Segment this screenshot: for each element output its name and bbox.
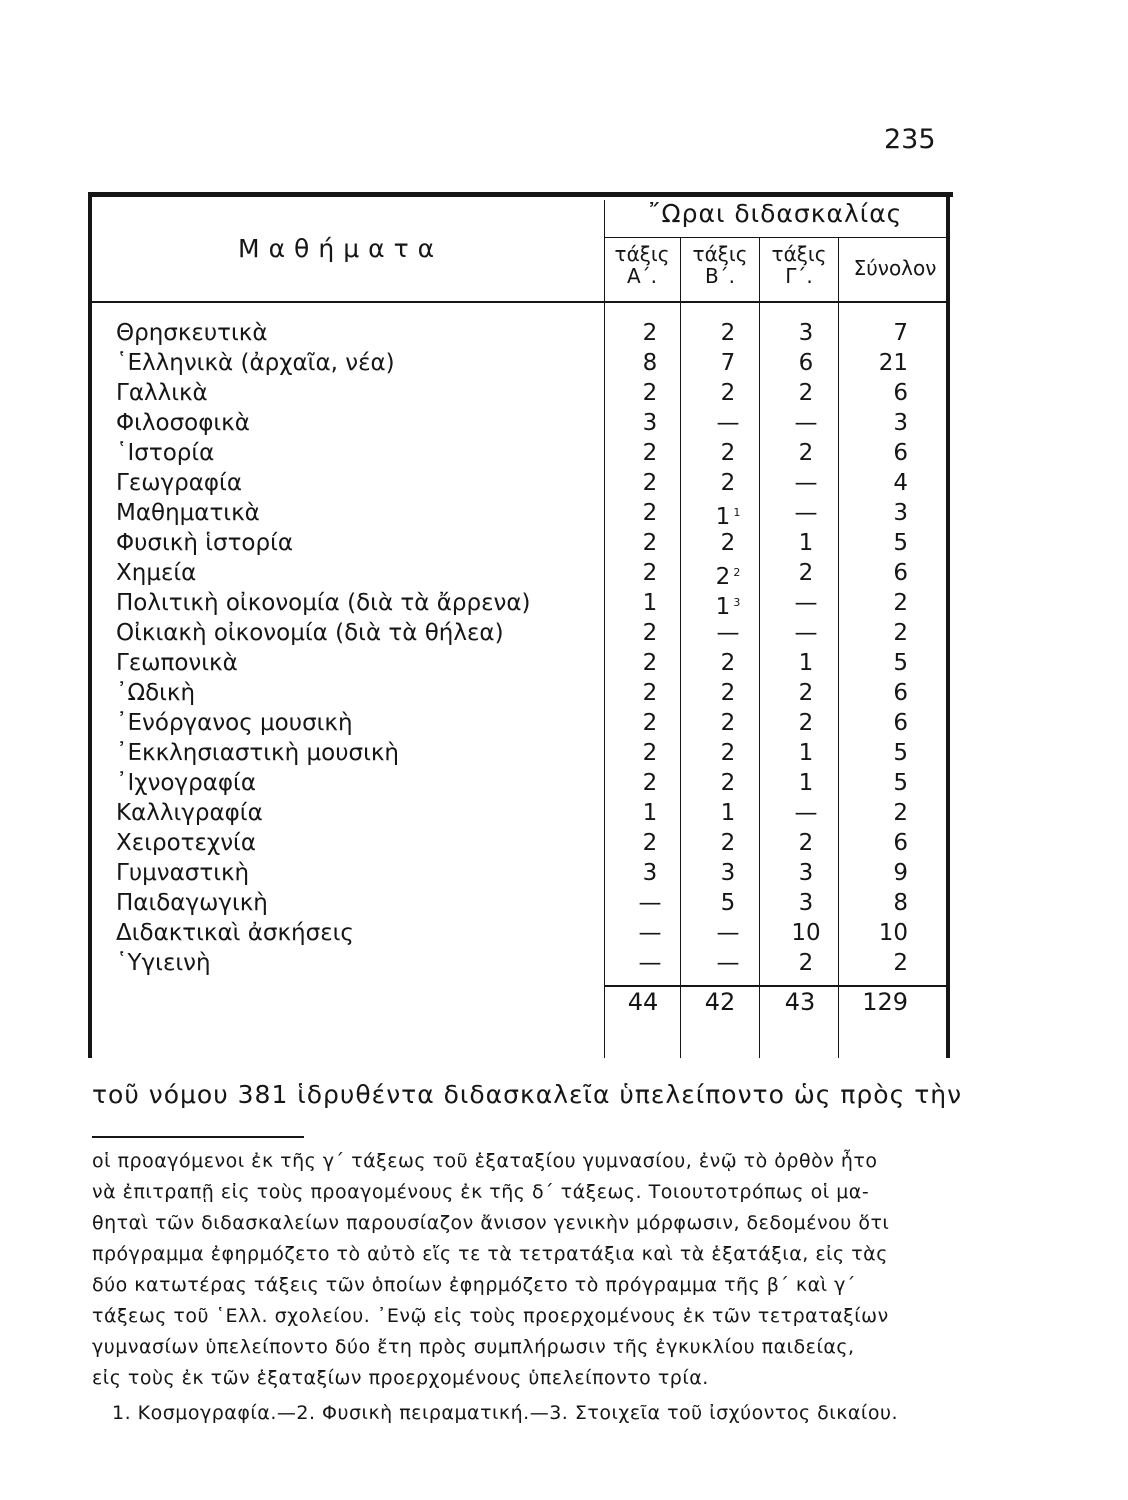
footnote-rule bbox=[92, 1136, 304, 1138]
cell-value: 2 bbox=[642, 560, 658, 586]
cell-total: 7 bbox=[893, 320, 908, 346]
cell-value: — bbox=[716, 950, 740, 976]
footnote-line: δύο κατωτέρας τάξεις τῶν ὁποίων ἐφηρμόζετο τὸ πρόγραμμα τῆς β΄ καὶ γ΄ bbox=[92, 1274, 856, 1296]
subject-name: Διδακτικαὶ ἀσκήσεις bbox=[116, 920, 354, 946]
cell-total: 2 bbox=[893, 800, 908, 826]
column-divider bbox=[759, 238, 760, 1058]
cell-value: — bbox=[794, 410, 818, 436]
class-c-header-line2: Γ΄. bbox=[785, 264, 813, 288]
cell-value: 2 bbox=[715, 564, 731, 590]
footnote-line: νὰ ἐπιτραπῇ εἰς τοὺς προαγομένους ἐκ τῆς δ΄ τάξεως. Τοιουτοτρόπως οἱ μα- bbox=[92, 1181, 870, 1203]
cell-total: 6 bbox=[893, 710, 908, 736]
cell-value: 3 bbox=[798, 860, 814, 886]
subject-name: ᾿Εκκλησιαστικὴ μουσικὴ bbox=[116, 740, 400, 766]
cell-total: 6 bbox=[893, 440, 908, 466]
footnote-line: πρόγραμμα ἐφηρμόζετο τὸ αὐτὸ εἴς τε τὰ τετρατάξια καὶ τὰ ἑξατάξια, εἰς τὰς bbox=[92, 1243, 888, 1265]
cell-total: 5 bbox=[893, 530, 908, 556]
cell-class-b bbox=[698, 768, 758, 798]
cell-total: 2 bbox=[893, 620, 908, 646]
cell-class-a bbox=[620, 318, 680, 348]
cell-total: 2 bbox=[893, 950, 908, 976]
sum-total: 129 bbox=[862, 988, 908, 1016]
cell-total: 5 bbox=[893, 770, 908, 796]
cell-value: 2 bbox=[798, 710, 814, 736]
cell-value: 1 bbox=[798, 740, 814, 766]
cell-value: 2 bbox=[720, 680, 736, 706]
cell-value: — bbox=[794, 590, 818, 616]
cell-class-b bbox=[698, 318, 758, 348]
cell-value: 3 bbox=[798, 320, 814, 346]
cell-value: 2 bbox=[798, 950, 814, 976]
subject-name: Γεωπονικὰ bbox=[116, 650, 238, 676]
class-a-header-line2: Α΄. bbox=[626, 264, 658, 288]
cell-class-a bbox=[620, 768, 680, 798]
cell-total: 3 bbox=[893, 410, 908, 436]
cell-value: — bbox=[716, 620, 740, 646]
cell-value: 2 bbox=[798, 440, 814, 466]
cell-total: 6 bbox=[893, 560, 908, 586]
subject-name: Χειροτεχνία bbox=[116, 830, 256, 856]
cell-class-b bbox=[698, 948, 758, 978]
cell-value: — bbox=[638, 950, 662, 976]
footnote-line: εἰς τοὺς ἐκ τῶν ἑξαταξίων προερχομένους ὑπελείποντο τρία. bbox=[92, 1367, 709, 1389]
cell-class-a bbox=[620, 348, 680, 378]
cell-class-b bbox=[698, 648, 758, 678]
cell-value: 2 bbox=[720, 440, 736, 466]
cell-value: 2 bbox=[642, 500, 658, 526]
sum-class-b: 42 bbox=[704, 988, 736, 1016]
cell-value: 1 bbox=[715, 594, 731, 620]
cell-class-a bbox=[620, 738, 680, 768]
cell-total: 6 bbox=[893, 380, 908, 406]
total-header: Σύνολον bbox=[853, 256, 937, 280]
cell-total: 8 bbox=[893, 890, 908, 916]
cell-value: 2 bbox=[720, 530, 736, 556]
cell-value: 2 bbox=[720, 650, 736, 676]
subject-name: Γεωγραφία bbox=[116, 470, 242, 496]
cell-class-b bbox=[698, 528, 758, 558]
subject-name: ῾Υγιεινὴ bbox=[116, 950, 211, 976]
cell-value: 7 bbox=[720, 350, 736, 376]
cell-value: — bbox=[638, 890, 662, 916]
cell-class-a bbox=[620, 648, 680, 678]
table-top-rule bbox=[88, 192, 953, 197]
subject-name: Καλλιγραφία bbox=[116, 800, 263, 826]
sum-rule bbox=[604, 985, 946, 987]
subject-name: ᾿Ωδικὴ bbox=[116, 680, 196, 706]
cell-value: 2 bbox=[642, 440, 658, 466]
cell-value: — bbox=[794, 800, 818, 826]
cell-value: — bbox=[794, 620, 818, 646]
cell-value: 3 bbox=[720, 860, 736, 886]
cell-value: 2 bbox=[642, 740, 658, 766]
cell-value: 2 bbox=[642, 530, 658, 556]
cell-value: 2 bbox=[798, 680, 814, 706]
cell-value: 2 bbox=[720, 830, 736, 856]
cell-value: 1 bbox=[642, 590, 658, 616]
class-a-header-line1: τάξις bbox=[614, 242, 670, 266]
cell-value: 2 bbox=[798, 830, 814, 856]
cell-class-a bbox=[620, 828, 680, 858]
subject-name: Φιλοσοφικὰ bbox=[116, 410, 250, 436]
cell-class-b bbox=[698, 558, 758, 588]
subject-name: Φυσικὴ ἱστορία bbox=[116, 530, 294, 556]
cell-total: 2 bbox=[893, 590, 908, 616]
subject-name: Παιδαγωγικὴ bbox=[116, 890, 268, 916]
cell-total: 6 bbox=[893, 680, 908, 706]
cell-total: 9 bbox=[893, 860, 908, 886]
cell-value: 2 bbox=[720, 740, 736, 766]
cell-value: — bbox=[794, 470, 818, 496]
cell-value: 5 bbox=[720, 890, 736, 916]
subject-name: ῾Ελληνικὰ (ἀρχαῖα, νέα) bbox=[116, 350, 395, 376]
footnote-references: 1. Κοσμογραφία.—2. Φυσικὴ πειραματική.—3. Στοιχεῖα τοῦ ἰσχύοντος δικαίου. bbox=[112, 1402, 899, 1424]
cell-class-a bbox=[620, 558, 680, 588]
cell-total: 10 bbox=[878, 920, 908, 946]
table-left-border bbox=[88, 196, 92, 1058]
cell-value: 2 bbox=[642, 620, 658, 646]
class-b-header bbox=[685, 243, 755, 287]
cell-value: 1 bbox=[798, 770, 814, 796]
cell-class-b bbox=[698, 348, 758, 378]
cell-value: 6 bbox=[798, 350, 814, 376]
subject-name: ῾Ιστορία bbox=[116, 440, 215, 466]
cell-value: 1 bbox=[798, 650, 814, 676]
cell-class-a bbox=[620, 948, 680, 978]
cell-class-a bbox=[620, 618, 680, 648]
cell-value: — bbox=[716, 410, 740, 436]
class-c-header bbox=[764, 243, 834, 287]
cell-class-a bbox=[620, 588, 680, 618]
cell-total: 5 bbox=[893, 740, 908, 766]
cell-total: 6 bbox=[893, 830, 908, 856]
cell-value: 2 bbox=[642, 470, 658, 496]
class-c-header-line1: τάξις bbox=[771, 242, 827, 266]
cell-value: 1 bbox=[642, 800, 658, 826]
cell-class-a bbox=[620, 408, 680, 438]
cell-value: 2 bbox=[720, 380, 736, 406]
cell-class-b bbox=[698, 468, 758, 498]
cell-value: 2 bbox=[720, 770, 736, 796]
cell-total: 5 bbox=[893, 650, 908, 676]
cell-value: 2 bbox=[642, 680, 658, 706]
subject-name: Γαλλικὰ bbox=[116, 380, 208, 406]
table-right-border bbox=[946, 196, 950, 1058]
subject-name: ᾿Ενόργανος μουσικὴ bbox=[116, 710, 353, 736]
cell-value: 2 bbox=[642, 320, 658, 346]
cell-value: 3 bbox=[798, 890, 814, 916]
subject-name: Χημεία bbox=[116, 560, 197, 586]
cell-class-b bbox=[698, 408, 758, 438]
cell-value: 1 bbox=[715, 504, 731, 530]
footnote-marker: 1 bbox=[733, 506, 741, 519]
subject-name: Γυμναστικὴ bbox=[116, 860, 250, 886]
footnote-line: οἱ προαγόμενοι ἐκ τῆς γ΄ τάξεως τοῦ ἑξαταξίου γυμνασίου, ἐνῷ τὸ ὀρθὸν ἦτο bbox=[92, 1150, 878, 1172]
subject-name: ᾿Ιχνογραφία bbox=[116, 770, 256, 796]
header-bottom-rule bbox=[92, 301, 946, 303]
cell-class-a bbox=[620, 468, 680, 498]
cell-value: — bbox=[794, 500, 818, 526]
cell-class-b bbox=[698, 798, 758, 828]
cell-value: 2 bbox=[720, 320, 736, 346]
cell-value: 2 bbox=[798, 380, 814, 406]
footnote-line: τάξεως τοῦ ῾Ελλ. σχολείου. ᾿Ενῷ εἰς τοὺς προερχομένους ἐκ τῶν τετραταξίων bbox=[92, 1305, 889, 1327]
cell-total: 21 bbox=[878, 350, 908, 376]
cell-value: 3 bbox=[642, 410, 658, 436]
cell-class-a bbox=[620, 378, 680, 408]
cell-class-a bbox=[620, 858, 680, 888]
cell-class-b bbox=[698, 738, 758, 768]
cell-value: 2 bbox=[798, 560, 814, 586]
cell-class-b bbox=[698, 678, 758, 708]
cell-value: — bbox=[716, 920, 740, 946]
subjects-header: Μαθήματα bbox=[238, 234, 444, 263]
cell-class-b bbox=[698, 918, 758, 948]
class-a-header bbox=[607, 243, 677, 287]
cell-value: 2 bbox=[720, 470, 736, 496]
cell-value: 2 bbox=[642, 770, 658, 796]
cell-total: 4 bbox=[893, 470, 908, 496]
cell-total: 3 bbox=[893, 500, 908, 526]
sum-class-c: 43 bbox=[784, 988, 816, 1016]
cell-value: 3 bbox=[642, 860, 658, 886]
cell-class-a bbox=[620, 798, 680, 828]
subject-name: Μαθηματικὰ bbox=[116, 500, 260, 526]
cell-value: 2 bbox=[642, 830, 658, 856]
cell-value: 2 bbox=[642, 710, 658, 736]
cell-class-b bbox=[698, 378, 758, 408]
page-number: 235 bbox=[884, 124, 936, 155]
column-divider bbox=[604, 200, 605, 1058]
cell-class-b bbox=[698, 888, 758, 918]
cell-class-a bbox=[620, 678, 680, 708]
cell-value: — bbox=[638, 920, 662, 946]
cell-class-a bbox=[620, 888, 680, 918]
subject-name: Θρησκευτικὰ bbox=[116, 320, 268, 346]
footnote-line: γυμνασίων ὑπελείποντο δύο ἔτη πρὸς συμπλήρωσιν τῆς ἐγκυκλίου παιδείας, bbox=[92, 1336, 855, 1358]
footnote-marker: 3 bbox=[733, 596, 741, 609]
cell-value: 8 bbox=[642, 350, 658, 376]
cell-class-b bbox=[698, 858, 758, 888]
class-b-header-line2: Β΄. bbox=[704, 264, 736, 288]
cell-value: 2 bbox=[642, 380, 658, 406]
cell-class-b bbox=[698, 498, 758, 528]
hours-header-rule bbox=[604, 237, 946, 238]
running-text: τοῦ νόμου 381 ἱδρυθέντα διδασκαλεῖα ὑπελείποντο ὡς πρὸς τὴν bbox=[92, 1080, 963, 1109]
class-b-header-line1: τάξις bbox=[692, 242, 748, 266]
subject-name: Πολιτικὴ οἰκονομία (διὰ τὰ ἄρρενα) bbox=[116, 590, 531, 616]
cell-value: 1 bbox=[798, 530, 814, 556]
footnote-marker: 2 bbox=[733, 566, 741, 579]
cell-class-b bbox=[698, 588, 758, 618]
cell-value: 2 bbox=[642, 650, 658, 676]
footnote-line: θηταὶ τῶν διδασκαλείων παρουσίαζον ἄνισον γενικὴν μόρφωσιν, δεδομένου ὅτι bbox=[92, 1212, 890, 1234]
cell-class-a bbox=[620, 528, 680, 558]
subject-name: Οἰκιακὴ οἰκονομία (διὰ τὰ θήλεα) bbox=[116, 620, 504, 646]
column-divider bbox=[680, 238, 681, 1058]
cell-class-a bbox=[620, 498, 680, 528]
cell-value: 10 bbox=[791, 920, 821, 946]
cell-class-a bbox=[620, 918, 680, 948]
cell-class-a bbox=[620, 438, 680, 468]
cell-value: 2 bbox=[720, 710, 736, 736]
cell-class-b bbox=[698, 708, 758, 738]
cell-class-a bbox=[620, 708, 680, 738]
hours-header: ῎Ωραι διδασκαλίας bbox=[648, 199, 903, 228]
cell-value: 1 bbox=[720, 800, 736, 826]
cell-class-b bbox=[698, 438, 758, 468]
cell-class-b bbox=[698, 618, 758, 648]
cell-class-b bbox=[698, 828, 758, 858]
sum-class-a: 44 bbox=[627, 988, 659, 1016]
